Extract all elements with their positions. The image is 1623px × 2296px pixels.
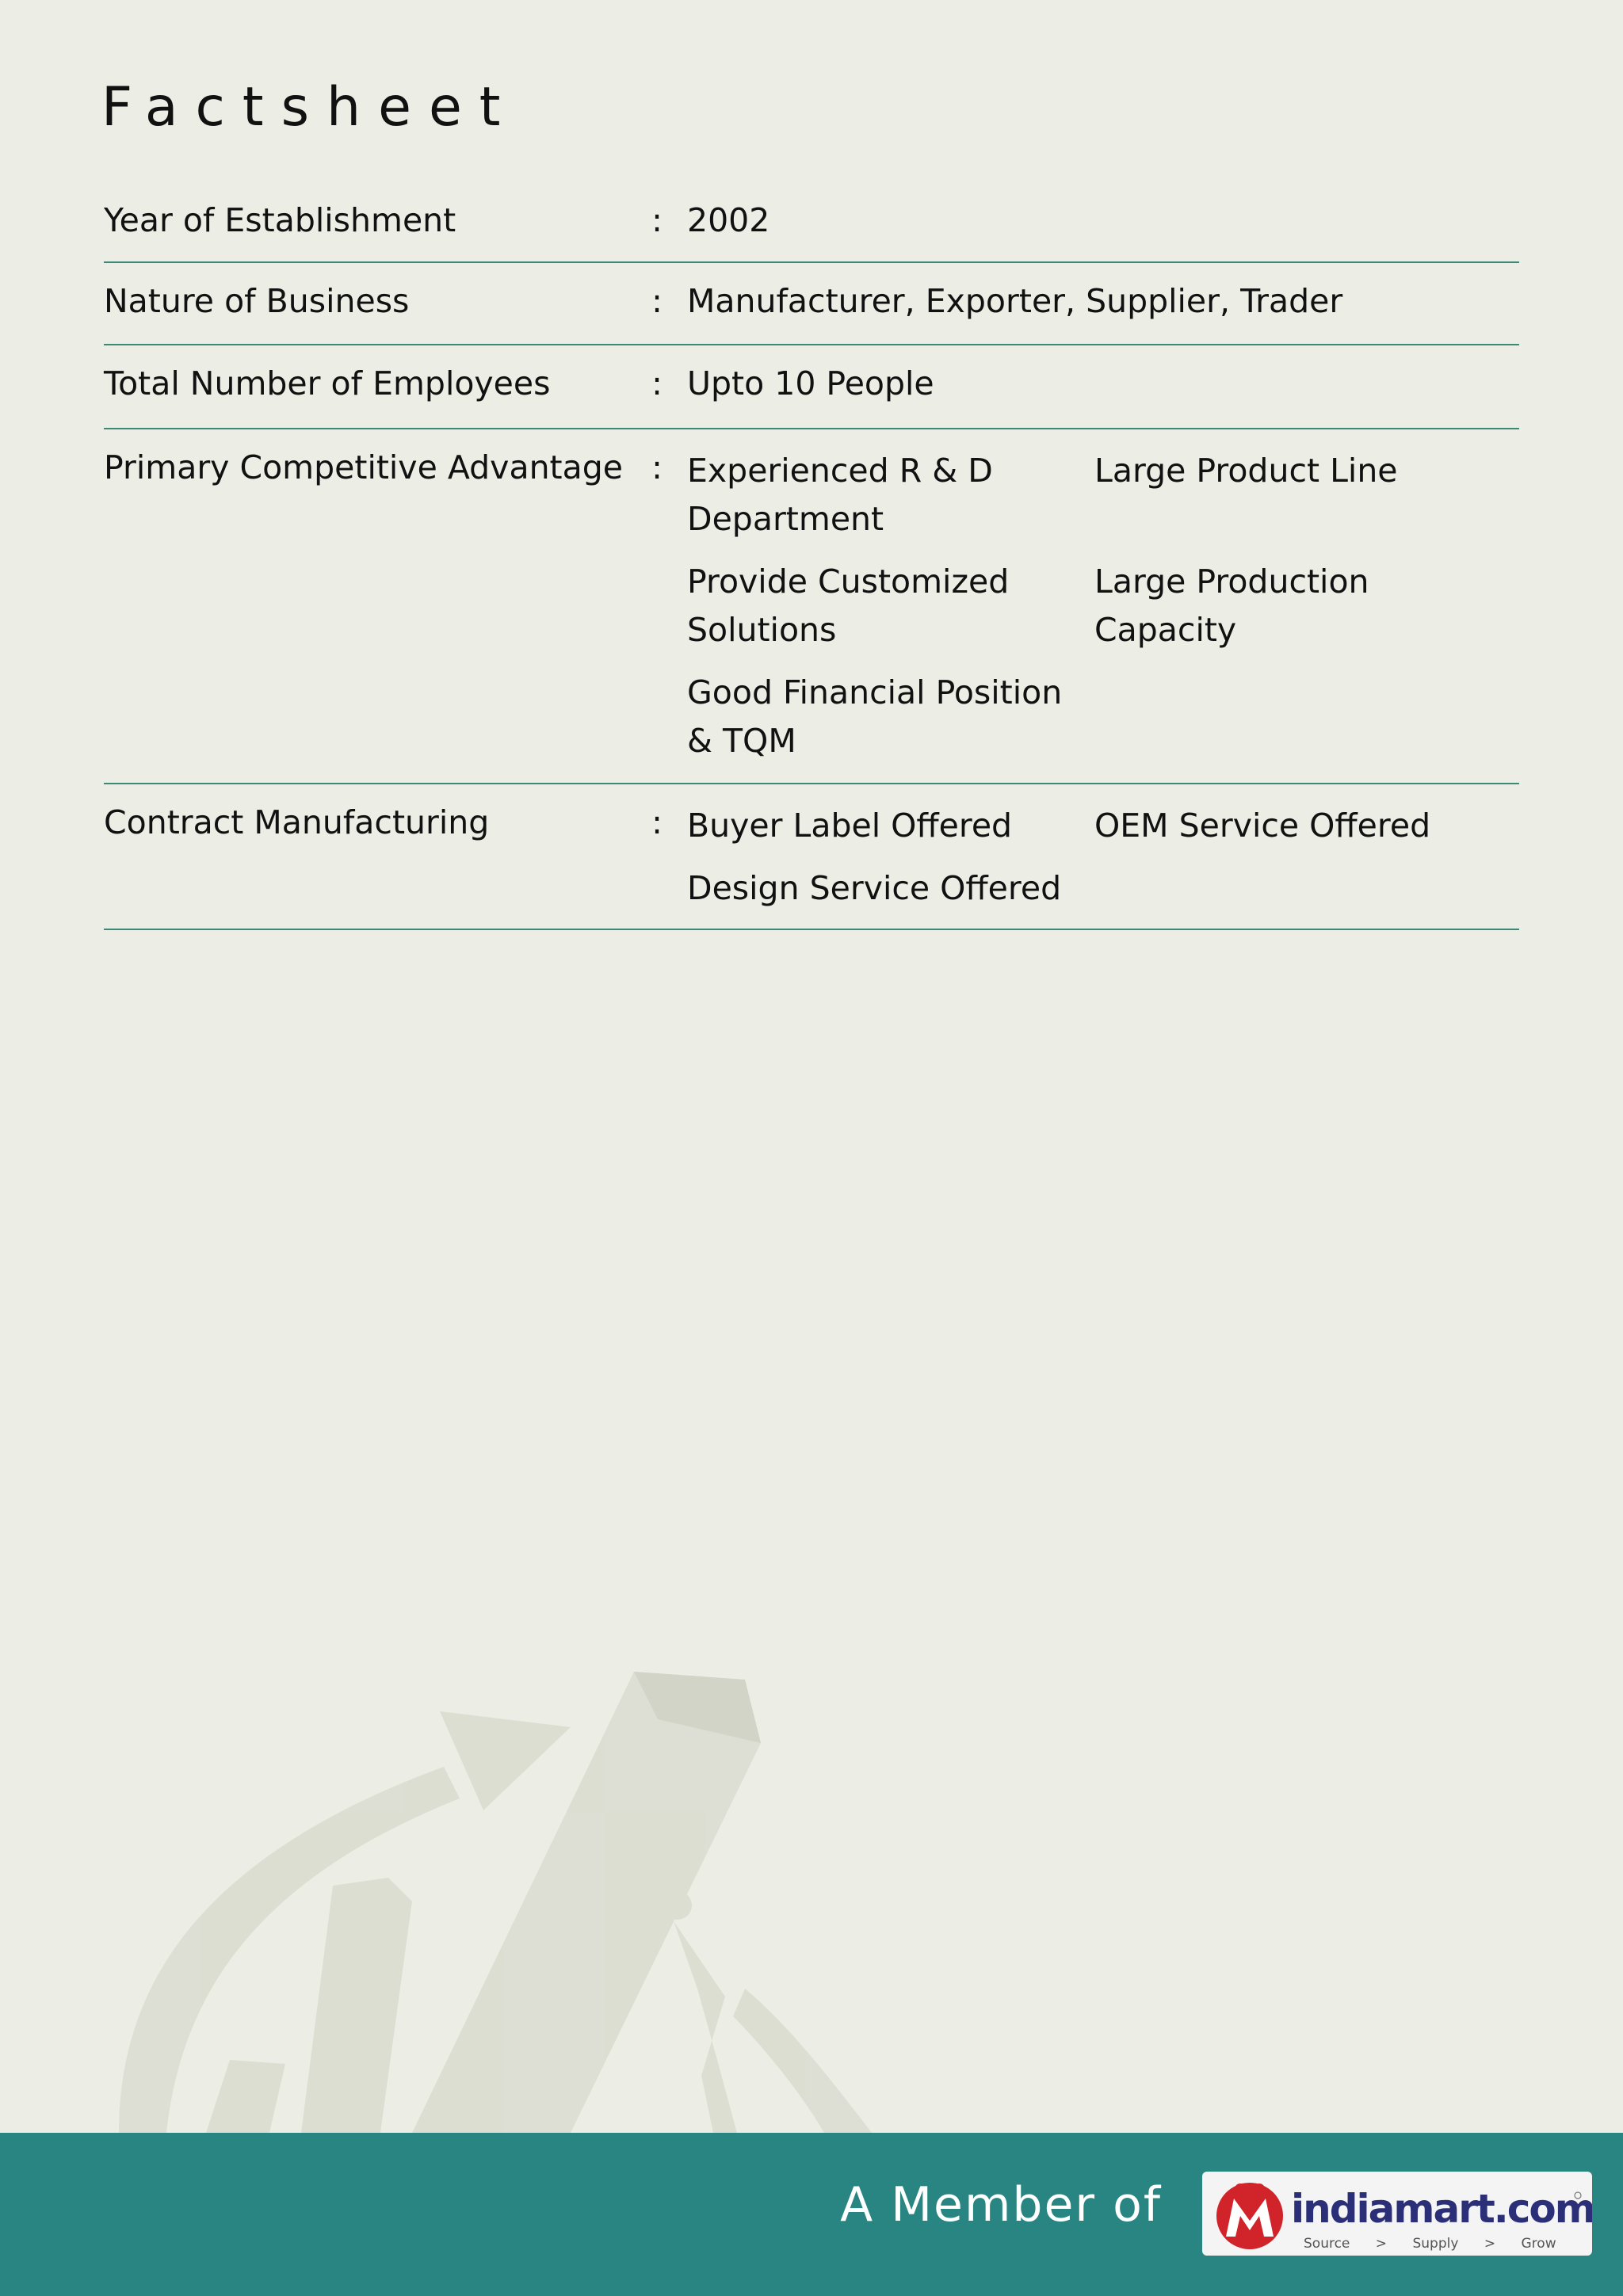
fact-colon: : [651, 448, 663, 486]
fact-value-list [671, 444, 1519, 765]
fact-row-employees [104, 345, 1519, 429]
svg-text:Source > Supply: Source > Supply > Grow [1304, 2236, 1556, 2252]
fact-value: 2002 [687, 201, 770, 239]
svg-text:indiamart.com: indiamart.com [1291, 2186, 1592, 2232]
fact-row-contract-manufacturing [104, 784, 1519, 930]
fact-row-nature-of-business [104, 263, 1519, 345]
contract-item: Buyer Label Offered [687, 807, 1013, 845]
indiamart-logo-icon [1202, 2172, 1592, 2256]
contract-item: OEM Service Offered [1094, 807, 1431, 845]
fact-colon: : [651, 201, 663, 239]
fact-colon: : [651, 364, 663, 402]
fact-value: Manufacturer, Exporter, Supplier, Trader [687, 282, 1343, 320]
advantage-item: Provide Customized Solutions [687, 563, 1010, 649]
fact-row-competitive-advantage [104, 429, 1519, 784]
fact-label: Nature of Business [104, 282, 410, 320]
fact-label: Contract Manufacturing [104, 803, 490, 841]
advantage-item: Good Financial Position & TQM [687, 673, 1063, 760]
fact-label: Year of Establishment [104, 201, 456, 239]
member-of-text: A Member of [840, 2177, 1162, 2233]
fact-colon: : [651, 803, 663, 841]
contract-item: Design Service Offered [687, 869, 1062, 907]
advantage-item: Large Product Line [1094, 452, 1398, 490]
fact-label: Primary Competitive Advantage [104, 448, 623, 486]
advantage-item: Experienced R & D Department [687, 452, 993, 538]
factsheet-table [104, 196, 1519, 930]
page-title: Factsheet [101, 76, 518, 139]
fact-value-list [671, 799, 1519, 913]
indiamart-logo [1202, 2172, 1592, 2256]
fact-row-establishment [104, 196, 1519, 263]
fact-label: Total Number of Employees [104, 364, 551, 402]
advantage-item: Large Production Capacity [1094, 563, 1369, 649]
fact-colon: : [651, 282, 663, 320]
growth-chart-watermark-illustration [0, 1648, 951, 2133]
fact-value: Upto 10 People [687, 364, 934, 402]
